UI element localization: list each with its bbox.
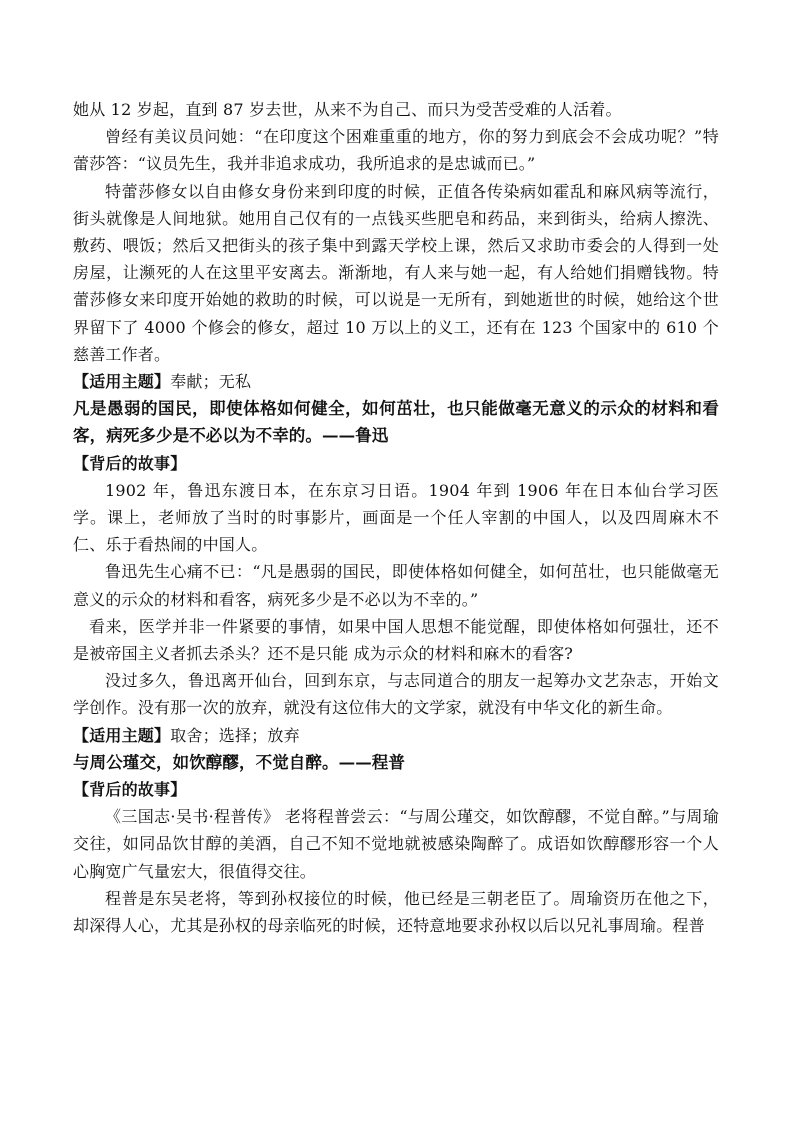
theme-label: 【适用主题】 (73, 372, 171, 392)
paragraph: 没过多久，鲁迅离开仙台，回到东京，与志同道合的朋友一起筹办文艺杂志，开始文学创作。没有那一次的放弃，就没有这位伟大的文学家，就没有中华文化的新生命。 (73, 671, 719, 718)
paragraph: 看来，医学并非一件紧要的事情，如果中国人思想不能觉醒，即使体格如何强壮，还不是被帝国主义者抓去杀头？还不是只能 成为示众的材料和麻木的看客? (73, 616, 719, 664)
theme-value: 取舍；选择；放弃 (170, 725, 300, 745)
paragraph: 《三国志·吴书·程普传》 老将程普尝云：“与周公瑾交，如饮醇醪，不觉自醉。”与周瑜交往，如同品饮甘醇的美酒，自己不知不觉地就被感染陶醉了。成语如饮醇醪形容一个人心胸宽广气量宏大，很值得交往。 (73, 807, 719, 881)
quote-heading: 凡是愚弱的国民，即使体格如何健全，如何茁壮，也只能做毫无意义的示众的材料和看客，病死多少是不必以为不幸的。——鲁迅 (73, 399, 719, 446)
story-heading: 【背后的故事】 (73, 453, 187, 473)
paragraph: 1902 年，鲁迅东渡日本，在东京习日语。1904 年到 1906 年在日本仙台学习医学。课上，老师放了当时的时事影片，画面是一个任人宰割的中国人，以及四周麻木不仁、乐于看热闹的中国人。 (73, 480, 719, 555)
theme-line (73, 368, 719, 395)
paragraph: 程普是东吴老将，等到孙权接位的时候，他已经是三朝老臣了。周瑜资历在他之下，却深得人心，尤其是孙权的母亲临死的时候，还特意地要求孙权以后以兄礼事周瑜。程普 (73, 888, 719, 936)
quote-heading: 与周公瑾交，如饮醇醪，不觉自醉。——程普 (73, 752, 405, 772)
paragraph: 特蕾莎修女以自由修女身份来到印度的时候，正值各传染病如霍乱和麻风病等流行，街头就像是人间地狱。她用自己仅有的一点钱买些肥皂和药品，来到街头，给病人擦洗、敷药、喂饭；然后又把街头的孩子集中到露天学校上课，然后又求助市委会的人得到一处房屋，让濒死的人在这里平安离去。渐渐地，有人来与她一起，有人给她们捐赠钱物。特蕾莎修女来印度开始她的救助的时候，可以说是一无所有，到她逝世的时候，她给这个世界留下了 4000 个修会的修女，超过 10 万以上的义工，还有在 123 个国家中的 610 个慈善工作者。 (73, 181, 719, 364)
theme-value: 奉献；无私 (170, 372, 252, 392)
story-heading: 【背后的故事】 (73, 780, 187, 800)
paragraph: 她从 12 岁起，直到 87 岁去世，从来不为自己、而只为受苦受难的人活着。 (73, 100, 622, 119)
theme-line (73, 722, 719, 749)
theme-label: 【适用主题】 (73, 725, 171, 745)
paragraph: 曾经有美议员问她：“在印度这个困难重重的地方，你的努力到底会不会成功呢？”特蕾莎答：“议员先生，我并非追求成功，我所追求的是忠诚而已。” (73, 127, 719, 174)
paragraph: 鲁迅先生心痛不已：“凡是愚弱的国民，即使体格如何健全，如何茁壮，也只能做毫无意义的示众的材料和看客，病死多少是不必以为不幸的。” (73, 562, 719, 609)
document-page (73, 96, 719, 939)
